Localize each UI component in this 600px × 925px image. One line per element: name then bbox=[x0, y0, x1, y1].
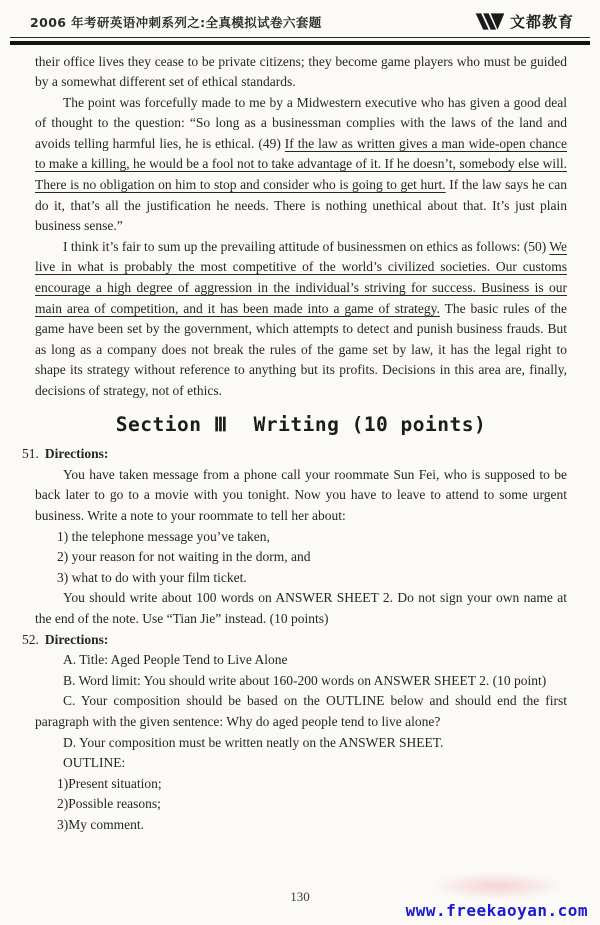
q51-item-1: 1) the telephone message you’ve taken, bbox=[57, 528, 270, 544]
q52-directions-label: Directions: bbox=[44, 631, 109, 647]
underlined-sentence-50: We live in what is probably the most competitive of the world’s civilized societies. Our customs encourage a high degree of aggression in the individual’s striving for success. Business is our main area of competition, and it has been made into a game of strategy. bbox=[35, 238, 567, 316]
passage-paragraph-3 bbox=[35, 237, 567, 402]
q51-note bbox=[35, 588, 567, 629]
wendu-logo-icon bbox=[475, 12, 505, 31]
q52-item-c: C. Your composition should be based on the OUTLINE below and should end the first paragraph with the given sentence: Why do aged people tend to live alone? bbox=[35, 693, 567, 729]
q52-item-d: D. Your composition must be written neatly on the ANSWER SHEET. bbox=[63, 734, 444, 750]
header-title: 2006 年考研英语冲刺系列之:全真模拟试卷六套题 bbox=[30, 14, 322, 30]
brand-name: 文都教育 bbox=[509, 13, 574, 31]
q51-directions-label: Directions: bbox=[44, 446, 109, 462]
section-heading-left: Section Ⅲ bbox=[115, 412, 228, 436]
section-heading bbox=[35, 412, 567, 436]
underlined-sentence-49: If the law as written gives a man wide-open chance to make a killing, he would be a fool not to take advantage of it. If he doesn’t, somebody else will. There is no obligation on him to stop and consider who is going to get hurt. bbox=[35, 135, 567, 193]
q52-outline-item-2: 2)Possible reasons; bbox=[57, 796, 161, 812]
section-heading-right: Writing (10 points) bbox=[253, 412, 487, 436]
q52-item-b: B. Word limit: You should write about 160-200 words on ANSWER SHEET 2. (10 point) bbox=[63, 672, 547, 688]
page-body bbox=[0, 45, 600, 836]
q52-directions-line bbox=[22, 630, 567, 651]
brand bbox=[475, 11, 574, 32]
q51-number: 51. bbox=[22, 446, 39, 462]
q52-outline-item-3: 3)My comment. bbox=[57, 816, 144, 832]
q52-outline-label: OUTLINE: bbox=[63, 755, 126, 771]
q51-intro-text: You have taken message from a phone call your roommate Sun Fei, who is supposed to be back later to go to a movie with you tonight. Now you have to leave to attend to some urgent business. Write a note to your roommate to tell her about: bbox=[35, 466, 567, 523]
passage-text: their office lives they cease to be private citizens; they become game players who must be guided by a somewhat different set of ethical standards. bbox=[35, 53, 567, 90]
q51-intro bbox=[35, 465, 567, 527]
passage-text: If the law says he can do it, that’s all the justification he needs. There is nothing unethical about that. It’s just plain business sense.” bbox=[35, 177, 568, 234]
q51-item-2: 2) your reason for not waiting in the dorm, and bbox=[57, 549, 311, 565]
passage-text: I think it’s fair to sum up the prevailing attitude of businessmen on ethics as follows: (50) bbox=[63, 238, 550, 254]
q52-number: 52. bbox=[22, 631, 39, 647]
q52-outline-item-1: 1)Present situation; bbox=[57, 775, 162, 791]
q51-directions-line bbox=[22, 444, 567, 465]
passage-paragraph-1 bbox=[35, 52, 567, 93]
q51-item-3: 3) what to do with your film ticket. bbox=[57, 569, 247, 585]
passage-text: The point was forcefully made to me by a Midwestern executive who has given a good deal of thought to the question: “So long as a businessman complies with the laws of the land and avoids telling harmful lies, he is ethical. (49) bbox=[35, 94, 567, 151]
passage-paragraph-2 bbox=[35, 93, 567, 237]
q51-note-text: You should write about 100 words on ANSWER SHEET 2. Do not sign your own name at the end of the note. Use “Tian Jie” instead. (10 points) bbox=[35, 590, 567, 626]
site-url-link[interactable]: www.freekaoyan.com bbox=[405, 901, 588, 920]
q52-item-a: A. Title: Aged People Tend to Live Alone bbox=[63, 652, 288, 668]
page-header bbox=[0, 0, 600, 32]
page-number: 130 bbox=[290, 889, 310, 904]
header-rule-thin bbox=[10, 37, 590, 38]
passage-text: The basic rules of the game have been set by the government, which attempts to detect and punish business frauds. But as long as a company does not break the rules of the game set by law, it has the legal right to shape its strategy without reference to anything but its profits. Decisions in this area are, finally, decisions of strategy, not of ethics. bbox=[35, 300, 567, 398]
